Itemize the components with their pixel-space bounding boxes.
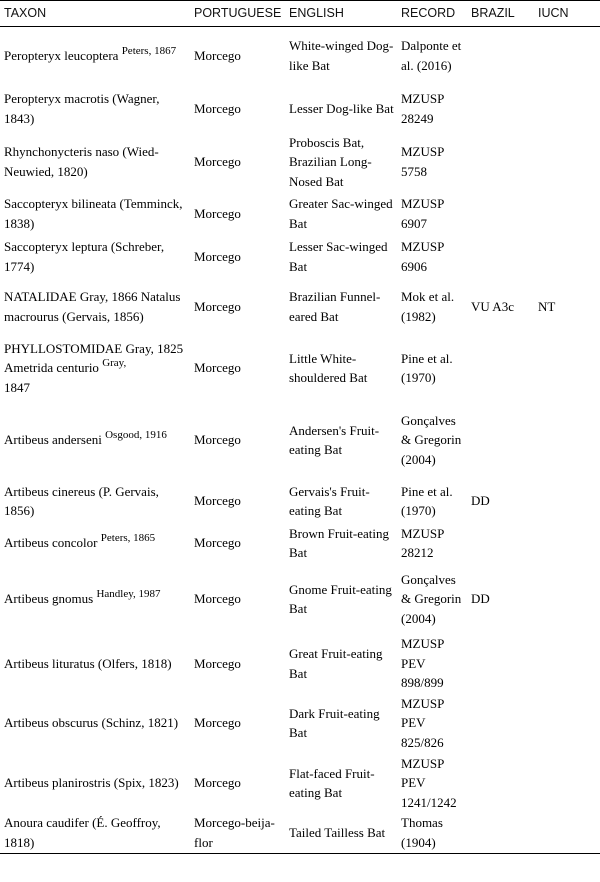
cell-iucn: [534, 85, 600, 133]
table-row: [0, 753, 600, 813]
cell-english: Dark Fruit-eating Bat: [289, 705, 380, 740]
header-row: [0, 1, 600, 27]
taxon-author-superscript: Gray,: [102, 357, 127, 370]
header-english: ENGLISH: [285, 1, 397, 27]
cell-brazil: [467, 634, 534, 693]
cell-brazil: DD: [471, 591, 490, 607]
cell-english: Tailed Tailless Bat: [285, 813, 397, 853]
header-brazil: BRAZIL: [467, 1, 534, 27]
cell-record: MZUSP PEV 825/826: [401, 695, 444, 750]
taxon-author-superscript: Handley, 1987: [96, 588, 161, 601]
cell-record: MZUSP 6906: [401, 239, 444, 274]
cell-english: Great Fruit-eating Bat: [289, 646, 383, 681]
table-row: [0, 236, 600, 277]
header-portuguese: PORTUGUESE: [190, 1, 285, 27]
cell-brazil: [467, 336, 534, 400]
cell-taxon: [0, 27, 190, 85]
cell-record: Thomas (1904): [397, 813, 467, 853]
taxon-name: Saccopteryx leptura (Schreber, 1774): [4, 239, 165, 274]
cell-portuguese: Morcego: [194, 591, 241, 607]
table-row: [0, 634, 600, 693]
cell-brazil: [467, 27, 534, 85]
header-record: RECORD: [397, 1, 467, 27]
table-row: [0, 564, 600, 634]
cell-iucn: [534, 400, 600, 480]
cell-brazil: [467, 191, 534, 236]
table-row: [0, 480, 600, 522]
cell-portuguese: Morcego-beija- flor: [190, 813, 285, 853]
cell-brazil: [467, 813, 534, 853]
cell-taxon: [0, 522, 190, 564]
table-row: [0, 277, 600, 336]
cell-portuguese: Morcego: [194, 248, 241, 264]
cell-taxon: [0, 336, 190, 400]
table-row: [0, 336, 600, 400]
taxon-name: Artibeus planirostris (Spix, 1823): [4, 775, 179, 791]
taxon-name: Artibeus gnomus: [4, 591, 94, 607]
cell-portuguese: Morcego: [194, 432, 241, 448]
taxon-name: PHYLLOSTOMIDAE Gray, 1825 Ametrida centurio: [4, 340, 184, 376]
cell-iucn: [534, 522, 600, 564]
taxon-name: Peropteryx leucoptera: [4, 48, 119, 63]
cell-record: Mok et al. (1982): [401, 289, 455, 324]
taxon-name: NATALIDAE Gray, 1866 Natalus macrourus (Gervais, 1856): [4, 289, 181, 324]
taxon-author-superscript: Peters, 1867: [121, 45, 177, 57]
cell-iucn: [534, 480, 600, 522]
cell-record: Gonçalves & Gregorin (2004): [401, 571, 462, 626]
header-taxon: TAXON: [0, 1, 190, 27]
cell-portuguese: Morcego: [194, 205, 241, 221]
cell-taxon: [0, 400, 190, 480]
taxon-author: 1847: [4, 379, 30, 395]
cell-iucn: [534, 634, 600, 693]
cell-portuguese: Morcego: [194, 154, 241, 169]
cell-brazil: [467, 85, 534, 133]
cell-brazil: DD: [471, 493, 490, 509]
cell-english: Flat-faced Fruit-eating Bat: [289, 765, 375, 800]
taxon-name: Artibeus anderseni: [4, 432, 102, 448]
cell-iucn: [534, 693, 600, 753]
cell-english: Brazilian Funnel-eared Bat: [289, 289, 381, 324]
cell-taxon: [0, 693, 190, 753]
cell-taxon: [0, 480, 190, 522]
taxon-name: Anoura caudifer (É. Geoffroy, 1818): [4, 815, 161, 850]
cell-iucn: [534, 564, 600, 634]
table-body: [0, 27, 600, 854]
cell-iucn: NT: [538, 298, 556, 314]
taxon-name: Artibeus obscurus (Schinz, 1821): [4, 715, 179, 731]
taxon-name: Artibeus concolor: [4, 535, 98, 551]
cell-portuguese: Morcego: [194, 48, 241, 63]
cell-english: Andersen's Fruit-eating Bat: [289, 422, 380, 457]
cell-record: MZUSP 28212: [401, 525, 444, 560]
cell-iucn: [534, 336, 600, 400]
cell-portuguese: Morcego: [194, 715, 241, 731]
cell-taxon: [0, 813, 190, 853]
cell-record: Pine et al. (1970): [401, 483, 453, 518]
taxon-name: Peropteryx macrotis (Wagner, 1843): [4, 91, 160, 126]
cell-record: Gonçalves & Gregorin (2004): [401, 412, 462, 467]
cell-taxon: [0, 191, 190, 236]
cell-iucn: [534, 27, 600, 85]
cell-iucn: [534, 236, 600, 277]
taxon-name: Saccopteryx bilineata (Temminck, 1838): [4, 196, 183, 231]
cell-brazil: [467, 133, 534, 192]
cell-record: MZUSP 28249: [401, 91, 444, 126]
cell-brazil: VU A3c: [471, 298, 514, 314]
taxon-name: Artibeus lituratus (Olfers, 1818): [4, 655, 172, 671]
cell-taxon: [0, 564, 190, 634]
cell-brazil: [467, 400, 534, 480]
cell-taxon: [0, 634, 190, 693]
cell-record: Dalponte et al. (2016): [401, 38, 462, 73]
cell-brazil: [467, 522, 534, 564]
cell-iucn: [534, 753, 600, 813]
cell-record: Pine et al. (1970): [401, 350, 453, 385]
header-iucn: IUCN: [534, 1, 600, 27]
cell-record: MZUSP 6907: [401, 196, 444, 231]
cell-record: MZUSP 5758: [401, 144, 444, 179]
cell-english: Brown Fruit-eating Bat: [289, 525, 390, 560]
cell-portuguese: Morcego: [194, 298, 241, 314]
table-row: [0, 693, 600, 753]
cell-english: Gervais's Fruit-eating Bat: [289, 483, 370, 518]
cell-iucn: [534, 133, 600, 192]
cell-taxon: [0, 133, 190, 192]
cell-english: Lesser Dog-like Bat: [289, 100, 394, 116]
cell-record: MZUSP PEV 1241/1242: [401, 755, 457, 810]
cell-english: Proboscis Bat, Brazilian Long-Nosed Bat: [289, 134, 372, 189]
table-row: [0, 85, 600, 133]
table-row: [0, 813, 600, 853]
cell-portuguese: Morcego: [194, 775, 241, 791]
cell-portuguese: Morcego: [194, 493, 241, 509]
cell-iucn: [534, 191, 600, 236]
cell-portuguese: Morcego: [194, 360, 241, 376]
table-row: [0, 133, 600, 192]
cell-portuguese: Morcego: [194, 535, 241, 551]
cell-taxon: [0, 277, 190, 336]
cell-taxon: [0, 85, 190, 133]
cell-brazil: [467, 753, 534, 813]
taxon-author-superscript: Osgood, 1916: [105, 429, 167, 442]
cell-brazil: [467, 236, 534, 277]
cell-english: Little White-shouldered Bat: [289, 350, 368, 385]
table-row: [0, 27, 600, 85]
cell-taxon: [0, 236, 190, 277]
table-row: [0, 400, 600, 480]
taxon-author-superscript: Peters, 1865: [100, 532, 156, 545]
cell-record: MZUSP PEV 898/899: [401, 636, 444, 691]
cell-english: Lesser Sac-winged Bat: [289, 239, 388, 274]
cell-iucn: [534, 813, 600, 853]
cell-english: Greater Sac-winged Bat: [289, 196, 393, 231]
table-row: [0, 191, 600, 236]
taxon-name: Rhynchonycteris naso (Wied-Neuwied, 1820): [4, 144, 159, 179]
cell-english: White-winged Dog-like Bat: [289, 38, 394, 73]
cell-portuguese: Morcego: [194, 655, 241, 671]
table-row: [0, 522, 600, 564]
cell-english: Gnome Fruit-eating Bat: [289, 581, 392, 616]
cell-brazil: [467, 693, 534, 753]
cell-portuguese: Morcego: [194, 100, 241, 116]
taxon-name: Artibeus cinereus (P. Gervais, 1856): [4, 483, 159, 518]
cell-taxon: [0, 753, 190, 813]
